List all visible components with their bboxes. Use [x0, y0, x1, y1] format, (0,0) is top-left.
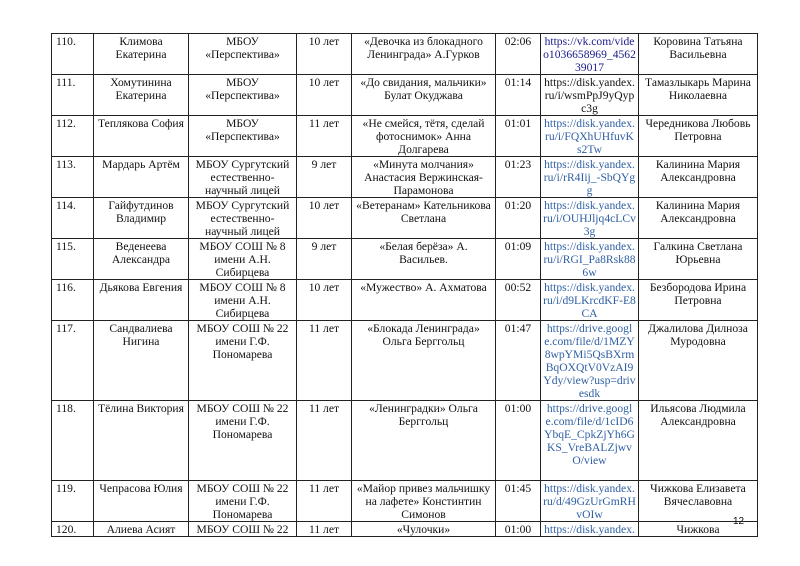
teacher-name-cell	[639, 75, 758, 116]
video-link-cell	[541, 116, 639, 157]
school-name: МБОУ «Перспектива»	[205, 76, 280, 102]
duration: 01:09	[504, 240, 532, 253]
page-number: 12	[733, 516, 745, 527]
teacher-name: Тамазлыкарь Марина Николаевна	[645, 76, 751, 102]
participant-name: Дьякова Евгения	[99, 281, 183, 294]
participant-age: 11 лет	[308, 117, 340, 130]
school-name: МБОУ СОШ № 22 имени Г.Ф. Пономарева	[196, 402, 289, 441]
school-name-cell	[189, 75, 297, 116]
work-title: «Девочка из блокадного Ленинграда» А.Гурков	[364, 35, 483, 61]
duration-cell	[496, 321, 541, 401]
school-name-cell	[189, 522, 297, 537]
participant-age: 10 лет	[308, 199, 340, 212]
video-link[interactable]: https://drive.google.com/file/d/1cID6YbqE_CpkZjYh6GKS_VreBALZjwvO/view	[544, 402, 635, 467]
participant-age: 10 лет	[308, 35, 340, 48]
participant-age-cell	[297, 34, 352, 75]
school-name: МБОУ СОШ № 8 имени А.Н. Сибирцева	[199, 240, 286, 279]
teacher-name-cell	[639, 401, 758, 481]
row-number: 119.	[56, 482, 76, 495]
row-number: 118.	[56, 402, 76, 415]
video-link-cell	[541, 401, 639, 481]
school-name: МБОУ Сургутский естественно-научный лицей	[195, 158, 290, 197]
school-name: МБОУ СОШ № 8 имени А.Н. Сибирцева	[199, 281, 286, 320]
participant-age-cell	[297, 75, 352, 116]
participant-age-cell	[297, 481, 352, 522]
video-link[interactable]: https://disk.yandex.ru/i/d9LKrcdKF-E8CA	[543, 281, 636, 320]
video-link[interactable]: https://disk.yandex.ru/d/49GzUrGmRHvOIw	[543, 482, 636, 521]
row-number-cell	[52, 280, 94, 321]
participant-age-cell	[297, 198, 352, 239]
duration-cell	[496, 401, 541, 481]
work-title: «Белая берёза» А. Васильев.	[379, 240, 468, 266]
teacher-name: Калинина Мария Александровна	[655, 199, 741, 225]
video-link-cell	[541, 157, 639, 198]
participant-name-cell	[94, 198, 189, 239]
teacher-name: Коровина Татьяна Васильевна	[653, 35, 743, 61]
duration-cell	[496, 198, 541, 239]
participant-name-cell	[94, 481, 189, 522]
work-title: «Ветеранам» Кательникова Светлана	[356, 199, 491, 225]
video-link-cell	[541, 481, 639, 522]
duration: 02:06	[504, 35, 532, 48]
participant-name: Веденеева Александра	[111, 240, 171, 266]
participant-name: Хомутинина Екатерина	[110, 76, 172, 102]
table-row	[52, 321, 758, 401]
school-name: МБОУ «Перспектива»	[205, 35, 280, 61]
row-number-cell	[52, 198, 94, 239]
row-number-cell	[52, 321, 94, 401]
work-title: «Ленинградки» Ольга Берггольц	[369, 402, 478, 428]
teacher-name: Ильясова Людмила Александровна	[650, 402, 746, 428]
row-number-cell	[52, 522, 94, 537]
teacher-name: Чижкова Елизавета Вячеславовна	[650, 482, 746, 508]
school-name-cell	[189, 157, 297, 198]
school-name-cell	[189, 239, 297, 280]
participant-name: Гайфутдинов Владимир	[108, 199, 174, 225]
work-title: «Минута молчания» Анастасия Вержинская-Парамонова	[364, 158, 483, 197]
school-name-cell	[189, 321, 297, 401]
duration-cell	[496, 522, 541, 537]
school-name-cell	[189, 280, 297, 321]
school-name-cell	[189, 198, 297, 239]
work-title-cell	[352, 401, 496, 481]
work-title: «До свидания, мальчики» Булат Окуджава	[360, 76, 487, 102]
school-name-cell	[189, 401, 297, 481]
participant-age: 11 лет	[308, 523, 340, 536]
work-title: «Майор привез мальчишку на лафете» Констинтин Симонов	[356, 482, 491, 521]
participant-name-cell	[94, 157, 189, 198]
row-number: 114.	[56, 199, 76, 212]
row-number: 113.	[56, 158, 76, 171]
duration: 01:00	[504, 402, 532, 415]
participant-age-cell	[297, 280, 352, 321]
teacher-name-cell	[639, 116, 758, 157]
duration-cell	[496, 116, 541, 157]
row-number-cell	[52, 481, 94, 522]
participants-table	[51, 33, 758, 537]
row-number-cell	[52, 116, 94, 157]
participant-name: Теплякова София	[98, 117, 184, 130]
row-number-cell	[52, 34, 94, 75]
participant-name: Алиева Асият	[106, 523, 176, 536]
work-title-cell	[352, 481, 496, 522]
participant-age: 10 лет	[308, 281, 340, 294]
row-number: 112.	[56, 117, 76, 130]
row-number: 111.	[56, 76, 76, 89]
duration: 00:52	[504, 281, 532, 294]
work-title-cell	[352, 280, 496, 321]
participant-age-cell	[297, 522, 352, 537]
school-name-cell	[189, 116, 297, 157]
participant-age: 11 лет	[308, 322, 340, 335]
teacher-name-cell	[639, 239, 758, 280]
participant-name: Мардарь Артём	[102, 158, 180, 171]
table-row	[52, 198, 758, 239]
video-link[interactable]: https://disk.yandex.ru/i/RGI_Pa8Rsk886w	[543, 240, 636, 279]
duration-cell	[496, 34, 541, 75]
video-link-cell	[541, 321, 639, 401]
teacher-name: Чередникова Любовь Петровна	[645, 117, 751, 143]
row-number-cell	[52, 75, 94, 116]
participant-name-cell	[94, 401, 189, 481]
participant-name-cell	[94, 239, 189, 280]
participant-name: Климова Екатерина	[115, 35, 167, 61]
duration: 01:00	[504, 523, 532, 536]
participant-age: 9 лет	[311, 158, 337, 171]
duration: 01:14	[504, 76, 532, 89]
video-link-cell	[541, 198, 639, 239]
video-link[interactable]: https://disk.yandex.ru/i/rR4Iij_-SbQYgg	[543, 158, 636, 197]
teacher-name: Калинина Мария Александровна	[655, 158, 741, 184]
teacher-name-cell	[639, 321, 758, 401]
duration: 01:47	[504, 322, 532, 335]
duration: 01:23	[504, 158, 532, 171]
duration: 01:01	[504, 117, 532, 130]
work-title-cell	[352, 34, 496, 75]
school-name: МБОУ СОШ № 22 имени Г.Ф. Пономарева	[196, 482, 289, 521]
school-name: МБОУ «Перспектива»	[205, 117, 280, 143]
participant-age-cell	[297, 157, 352, 198]
participant-name-cell	[94, 116, 189, 157]
duration: 01:45	[504, 482, 532, 495]
teacher-name-cell	[639, 280, 758, 321]
duration: 01:20	[504, 199, 532, 212]
teacher-name: Чижкова	[676, 523, 720, 536]
video-link[interactable]: https://disk.yandex.ru/i/FQXhUHfuvKs2Tw	[544, 117, 635, 156]
video-link-cell	[541, 34, 639, 75]
video-link-cell	[541, 280, 639, 321]
teacher-name-cell	[639, 198, 758, 239]
participant-age-cell	[297, 239, 352, 280]
school-name: МБОУ Сургутский естественно-научный лицей	[195, 199, 290, 238]
work-title: «Не смейся, тётя, сделай фотоснимок» Анна Долгарева	[362, 117, 485, 156]
table-row	[52, 481, 758, 522]
duration-cell	[496, 239, 541, 280]
video-link[interactable]: https://drive.google.com/file/d/1MZY8wpYMi5QsBXrmBqOXQtV0VzAI9Ydy/view?usp=drivesdk	[543, 322, 636, 400]
table-row	[52, 280, 758, 321]
duration-cell	[496, 75, 541, 116]
table-row	[52, 75, 758, 116]
participant-age: 11 лет	[308, 482, 340, 495]
participant-age: 11 лет	[308, 402, 340, 415]
table-row	[52, 157, 758, 198]
row-number-cell	[52, 401, 94, 481]
work-title-cell	[352, 522, 496, 537]
video-link-cell	[541, 75, 639, 116]
participant-name-cell	[94, 280, 189, 321]
work-title: «Мужество» А. Ахматова	[360, 281, 487, 294]
teacher-name: Джалилова Дилноза Муродовна	[648, 322, 748, 348]
participant-name: Сандвалиева Нигина	[109, 322, 173, 348]
participant-age: 9 лет	[311, 240, 337, 253]
participant-name-cell	[94, 321, 189, 401]
video-link[interactable]: https://disk.yandex.ru/i/OUHJljq4cLCv3g	[543, 199, 636, 238]
participant-name-cell	[94, 75, 189, 116]
table-row	[52, 522, 758, 537]
participant-name: Чепрасова Юлия	[99, 482, 183, 495]
work-title-cell	[352, 198, 496, 239]
school-name-cell	[189, 34, 297, 75]
participant-name-cell	[94, 522, 189, 537]
teacher-name: Галкина Светлана Юрьевна	[653, 240, 743, 266]
teacher-name: Безбородова Ирина Петровна	[649, 281, 747, 307]
duration-cell	[496, 157, 541, 198]
row-number: 117.	[56, 322, 76, 335]
work-title-cell	[352, 157, 496, 198]
school-name-cell	[189, 481, 297, 522]
teacher-name-cell	[639, 34, 758, 75]
table-row	[52, 239, 758, 280]
row-number: 115.	[56, 240, 76, 253]
work-title-cell	[352, 75, 496, 116]
duration-cell	[496, 481, 541, 522]
duration-cell	[496, 280, 541, 321]
row-number-cell	[52, 239, 94, 280]
participant-name-cell	[94, 34, 189, 75]
participant-age-cell	[297, 401, 352, 481]
participant-name: Тёлина Виктория	[98, 402, 184, 415]
school-name: МБОУ СОШ № 22 имени Г.Ф. Пономарева	[196, 322, 289, 361]
video-link[interactable]: https://disk.yandex.	[544, 523, 635, 536]
row-number: 120.	[56, 523, 77, 536]
video-link[interactable]: https://disk.yandex.ru/i/wsmPpJ9yQypc3g	[544, 76, 635, 115]
school-name: МБОУ СОШ № 22	[196, 523, 289, 536]
row-number: 110.	[56, 35, 76, 48]
row-number-cell	[52, 157, 94, 198]
row-number: 116.	[56, 281, 76, 294]
video-link[interactable]: https://vk.com/video1036658969_456239017	[543, 35, 636, 74]
work-title-cell	[352, 239, 496, 280]
work-title: «Блокада Ленинграда» Ольга Берггольц	[367, 322, 480, 348]
participant-age-cell	[297, 321, 352, 401]
table-row	[52, 401, 758, 481]
work-title: «Чулочки»	[396, 523, 451, 536]
table-row	[52, 116, 758, 157]
participant-age: 10 лет	[308, 76, 340, 89]
video-link-cell	[541, 239, 639, 280]
participant-age-cell	[297, 116, 352, 157]
work-title-cell	[352, 321, 496, 401]
table-row	[52, 34, 758, 75]
work-title-cell	[352, 116, 496, 157]
video-link-cell	[541, 522, 639, 537]
teacher-name-cell	[639, 157, 758, 198]
